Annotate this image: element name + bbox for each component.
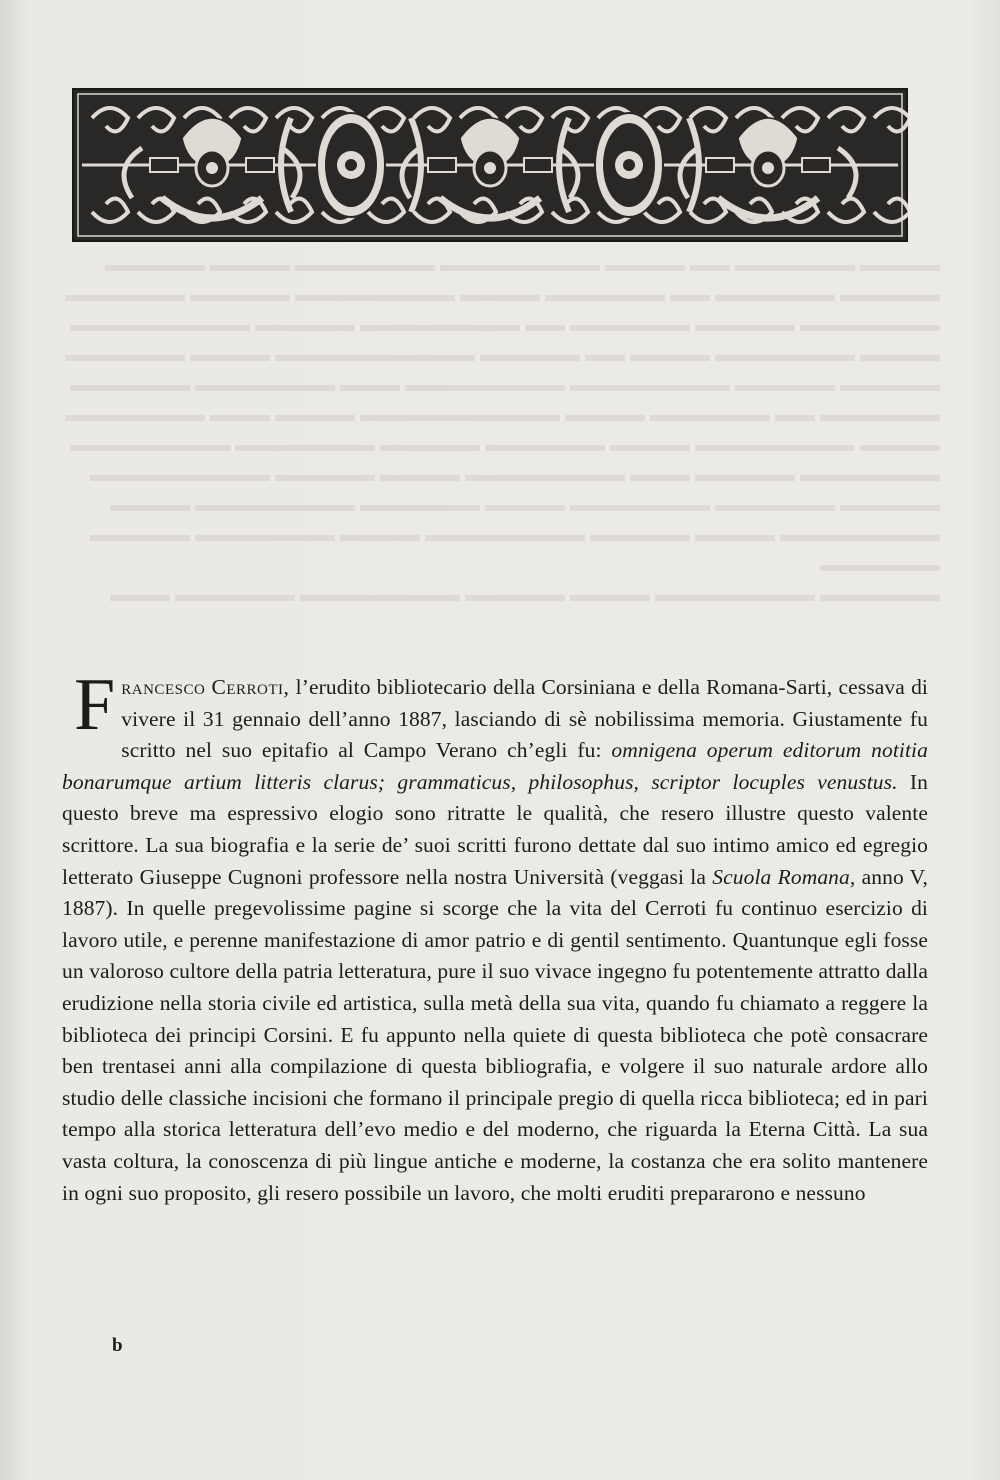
latin-epitaph-italic: omnigena operum editorum notitia bonarumque artium litteris clarus; grammaticus, philosophus, scriptor locuples venustus.	[62, 738, 928, 794]
body-text	[62, 664, 928, 1209]
decorative-headpiece-icon	[72, 88, 908, 242]
decorative-headpiece	[72, 88, 908, 242]
text-segment-1: l’erudito bibliotecario della Corsiniana e della Romana-Sarti, cessava di vivere il 31 gennaio dell’anno 1887, lasciando di sè nobilissima memoria. Giustamente fu scritto nel suo epitafio al Campo Verano ch’egli fu:	[121, 675, 928, 763]
show-through-texture: ▬▬▬▬ ▬▬▬▬▬▬ ▬▬ ▬▬▬▬ ▬▬▬▬▬▬▬▬ ▬▬▬▬▬▬▬ ▬▬▬▬ ▬▬▬▬▬ ▬▬▬▬▬ ▬▬▬▬▬▬ ▬▬ ▬▬▬▬▬▬ ▬▬▬▬ ▬▬▬▬▬▬▬▬ ▬▬▬▬▬ ▬▬▬▬▬▬ ▬▬▬▬▬▬▬ ▬▬▬▬▬ ▬▬▬▬▬▬ ▬▬ ▬▬▬▬▬▬▬▬ ▬▬▬▬▬ ▬▬▬▬▬▬▬▬▬ ▬▬▬▬ ▬▬▬▬▬▬▬ ▬▬▬▬ ▬▬ ▬▬▬▬▬ ▬▬▬▬▬▬▬▬▬▬ ▬▬▬▬ ▬▬▬▬▬▬ ▬▬▬▬▬ ▬▬▬▬▬ ▬▬▬▬▬▬▬▬ ▬▬▬▬▬▬▬▬ ▬▬▬ ▬▬▬▬▬▬▬ ▬▬▬▬▬▬ ▬▬▬▬▬▬ ▬▬ ▬▬▬▬▬▬ ▬▬▬▬ ▬▬▬▬▬▬▬▬▬▬ ▬▬▬▬ ▬▬▬ ▬▬▬▬▬▬▬ ▬▬▬▬ ▬▬▬▬▬▬▬▬ ▬▬▬▬ ▬▬▬▬▬▬ ▬▬▬▬▬ ▬▬▬▬▬▬▬ ▬▬▬▬▬▬▬▬ ▬▬▬▬▬▬▬ ▬▬▬▬▬ ▬▬▬ ▬▬▬▬▬▬▬▬ ▬▬▬▬ ▬▬▬▬▬ ▬▬▬▬▬▬▬▬▬ ▬▬▬▬▬ ▬▬▬▬▬▬ ▬▬▬▬▬▬▬ ▬▬▬▬ ▬▬▬▬▬▬ ▬▬▬▬▬▬▬▬ ▬▬▬▬ ▬▬▬▬▬▬▬▬ ▬▬▬▬ ▬▬▬▬▬ ▬▬▬▬▬▬▬▬ ▬▬▬▬ ▬▬▬▬▬▬▬ ▬▬▬▬▬ ▬▬▬▬▬▬ ▬▬▬▬▬▬ ▬▬▬▬▬▬▬▬ ▬▬▬▬ ▬▬▬▬▬ ▬▬▬▬▬▬▬▬ ▬▬▬▬▬▬ ▬▬▬	[65, 254, 940, 606]
opening-smallcaps-surname: Cerroti,	[211, 675, 290, 699]
opening-smallcaps-first-name: rancesco	[121, 675, 206, 699]
text-segment-2: In questo breve ma espressivo elogio sono ritratte le qualità, che resero illustre questo valente scrittore. La sua biografia e la serie de’ suoi scritti furono dettate dal suo intimo amico ed egregio letterato Giuseppe Cugnoni professore nella nostra Università (veggasi la	[62, 769, 928, 889]
text-segment-3: anno V, 1887). In quelle pregevolissime pagine si scorge che la vita del Cerroti fu continuo esercizio di lavoro utile, e perenne manifestazione di amor patrio e di gentil sentimento. Quantunque egli fosse un valoroso cultore della patria letteratura, pure il suo vivace ingegno fu potentemente attratto dalla erudizione nella storia civile ed artistica, sulla metà della sua vita, quando fu chiamato a reggere la biblioteca dei principi Corsini. E fu appunto nella quiete di questa biblioteca che potè consacrare ben trentasei anni alla compilazione di questa bibliografia, e volgere il suo naturale ardore allo studio delle classiche incisioni che formano il principale pregio di quella ricca biblioteca; ed in pari tempo alla storica letteratura dell’evo medio e del moderno, che riguarda la Eterna Città. La sua vasta coltura, la conoscenza di più lingue antiche e moderne, la costanza che era solito mantenere in ogni suo proposito, gli resero possibile un lavoro, che molti eruditi prepararono e nessuno	[62, 864, 928, 1205]
signature-mark: b	[112, 1335, 123, 1356]
journal-title-italic: Scuola Romana,	[712, 864, 856, 889]
paragraph	[62, 664, 928, 1209]
drop-cap: F	[74, 664, 116, 746]
